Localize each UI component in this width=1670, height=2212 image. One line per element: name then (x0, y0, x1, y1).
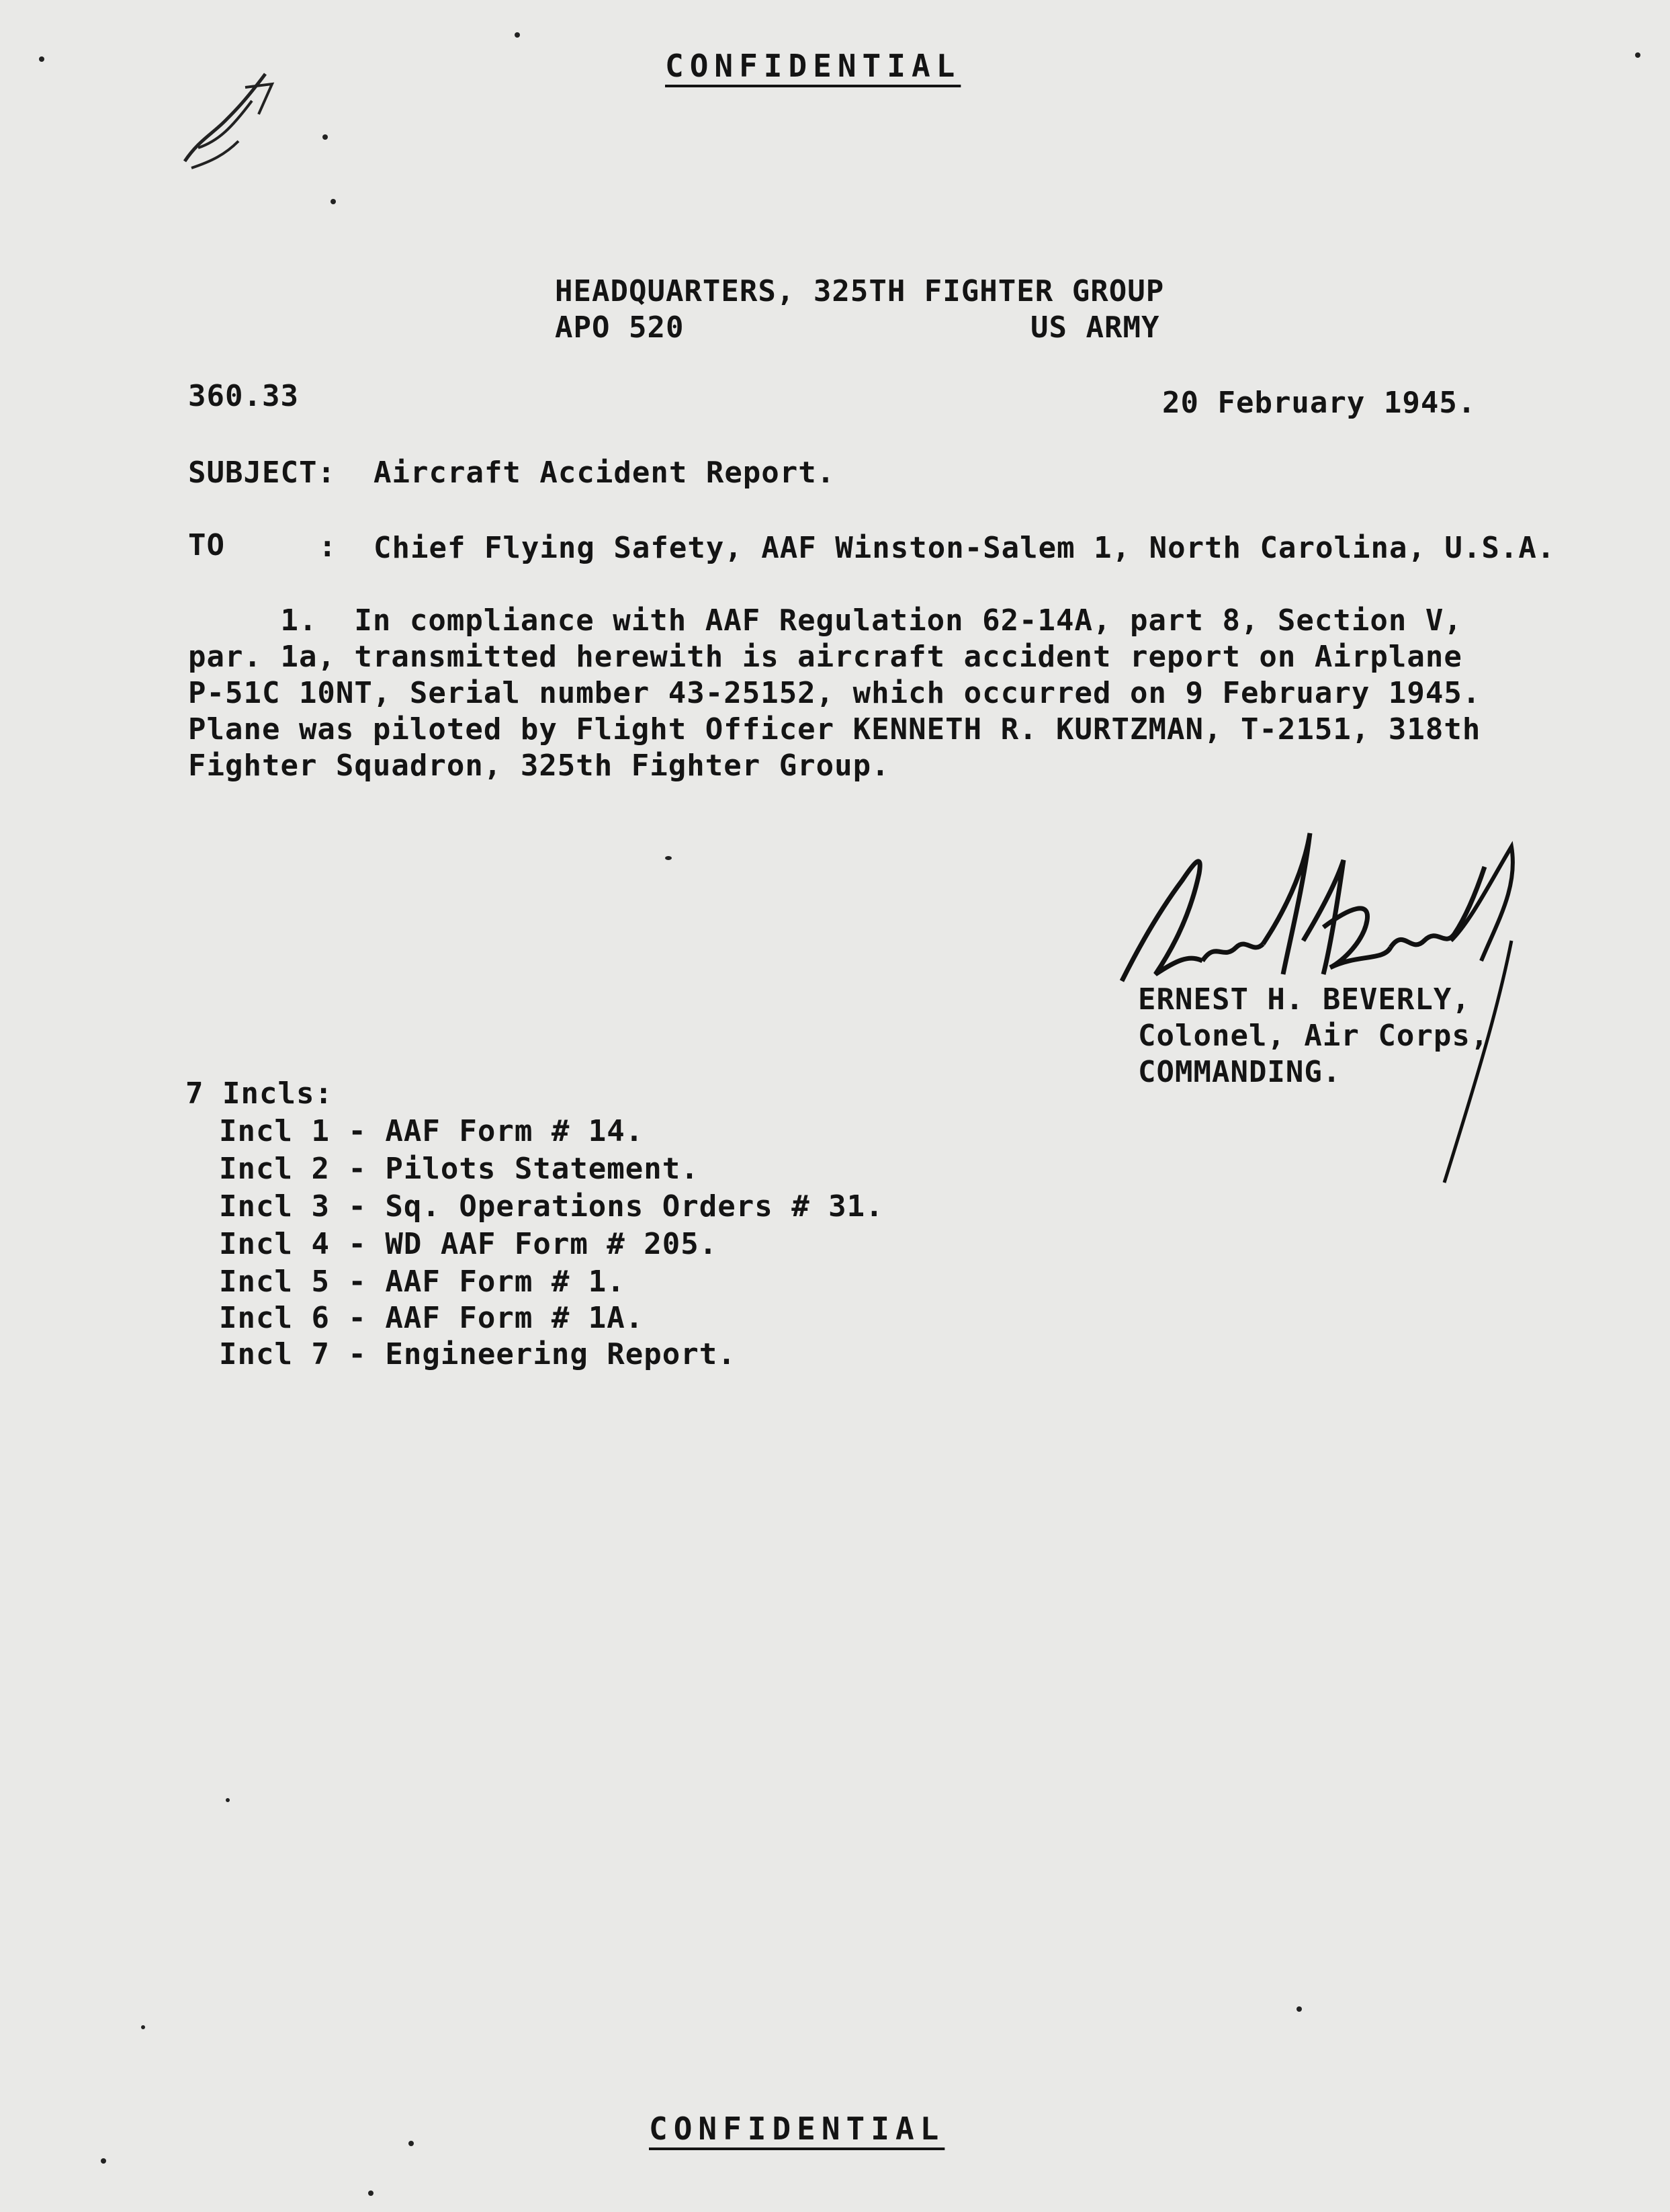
signer-title: COMMANDING. (1138, 1055, 1342, 1089)
file-number: 360.33 (188, 379, 299, 413)
enclosure-item: Incl 3 - Sq. Operations Orders # 31. (219, 1189, 884, 1224)
enclosure-item: Incl 4 - WD AAF Form # 205. (219, 1227, 718, 1261)
scan-speck (101, 2158, 106, 2164)
date: 20 February 1945. (1162, 386, 1477, 420)
header-line1: HEADQUARTERS, 325TH FIGHTER GROUP (555, 274, 1165, 308)
classification-top: CONFIDENTIAL (665, 48, 961, 84)
handwritten-mark (171, 60, 292, 181)
scan-speck (1297, 2006, 1302, 2012)
to-label: TO (188, 528, 225, 562)
scan-speck (226, 1798, 230, 1802)
enclosure-item: Incl 7 - Engineering Report. (219, 1337, 736, 1371)
body-line: P-51C 10NT, Serial number 43-25152, which occurred on 9 February 1945. (188, 676, 1481, 710)
scan-speck (665, 856, 672, 860)
to-addressee: Chief Flying Safety, AAF Winston-Salem 1, North Carolina, U.S.A. (373, 531, 1556, 565)
body-line: 1. In compliance with AAF Regulation 62-14A, part 8, Section V, (188, 603, 1462, 638)
signer-rank: Colonel, Air Corps, (1138, 1019, 1489, 1053)
scan-speck (331, 199, 336, 204)
enclosures-header: 7 Incls: (185, 1076, 333, 1111)
enclosure-item: Incl 2 - Pilots Statement. (219, 1152, 699, 1186)
scan-speck (39, 56, 44, 62)
signer-name: ERNEST H. BEVERLY, (1138, 982, 1470, 1017)
subject: Aircraft Accident Report. (373, 456, 836, 490)
body-line: par. 1a, transmitted herewith is aircraft accident report on Airplane (188, 640, 1462, 674)
scan-speck (515, 32, 520, 38)
body-line: Fighter Squadron, 325th Fighter Group. (188, 749, 890, 783)
subject-label: SUBJECT: (188, 456, 336, 490)
scan-speck (408, 2141, 414, 2146)
enclosure-item: Incl 5 - AAF Form # 1. (219, 1265, 625, 1299)
classification-bottom: CONFIDENTIAL (649, 2111, 945, 2147)
scan-speck (1635, 52, 1640, 58)
body-line: Plane was piloted by Flight Officer KENNETH R. KURTZMAN, T-2151, 318th (188, 712, 1481, 747)
enclosure-item: Incl 1 - AAF Form # 14. (219, 1114, 644, 1148)
scan-speck (322, 134, 328, 140)
to-colon: : (318, 529, 337, 564)
enclosure-item: Incl 6 - AAF Form # 1A. (219, 1301, 644, 1335)
scan-speck (141, 2025, 145, 2029)
header-army: US ARMY (1030, 310, 1160, 345)
scan-speck (368, 2190, 373, 2196)
header-apo: APO 520 (555, 310, 685, 345)
